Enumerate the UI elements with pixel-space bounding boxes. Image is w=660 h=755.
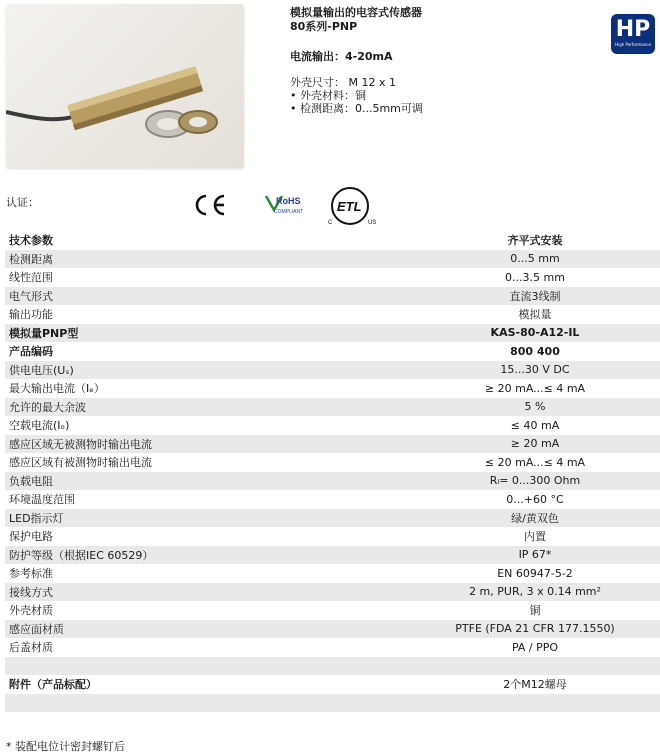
row-value bbox=[406, 694, 660, 713]
product-series: 80系列-PNP bbox=[290, 20, 358, 33]
table-row bbox=[5, 490, 660, 509]
row-value: 800 400 bbox=[510, 344, 560, 358]
row-label: 外壳材质 bbox=[9, 604, 53, 618]
row-label: 保护电路 bbox=[9, 530, 53, 544]
row-label: 技术参数 bbox=[9, 234, 53, 248]
row-label: 产品编码 bbox=[9, 345, 53, 359]
product-title: 模拟量输出的电容式传感器 bbox=[290, 6, 422, 19]
row-value: ≤ 40 mA bbox=[510, 418, 560, 432]
row-value: ≥ 20 mA...≤ 4 mA bbox=[484, 381, 586, 395]
row-value: KAS-80-A12-IL bbox=[406, 324, 660, 343]
etl-sub-right: US bbox=[368, 220, 377, 226]
table-row bbox=[5, 361, 660, 380]
row-value: 模拟量 bbox=[518, 308, 552, 322]
table-row bbox=[5, 305, 660, 324]
table-row bbox=[5, 657, 660, 676]
row-value: ≥ 20 mA bbox=[406, 435, 660, 454]
row-label: 负载电阻 bbox=[5, 472, 406, 491]
table-row bbox=[5, 564, 660, 583]
hp-logo-text: HP bbox=[615, 17, 651, 42]
row-label: 环境温度范围 bbox=[9, 493, 75, 507]
ce-mark-icon bbox=[192, 192, 228, 218]
row-value: Rₗ= 0...300 Ohm bbox=[406, 472, 660, 491]
row-label: 允许的最大余波 bbox=[5, 398, 406, 417]
table-row bbox=[5, 675, 660, 694]
rohs-icon bbox=[262, 194, 312, 218]
output-type: 电流输出：4-20mA bbox=[290, 50, 393, 63]
row-value: 铜 bbox=[529, 604, 541, 618]
table-row bbox=[5, 342, 660, 361]
row-value bbox=[406, 657, 660, 676]
product-header bbox=[290, 6, 590, 115]
table-row bbox=[5, 509, 660, 528]
row-value: 绿/黄双色 bbox=[406, 509, 660, 528]
row-label: 电气形式 bbox=[5, 287, 406, 306]
table-row bbox=[5, 324, 660, 343]
table-row bbox=[5, 379, 660, 398]
row-label: 感应面材质 bbox=[5, 620, 406, 639]
row-value: 0...3.5 mm bbox=[505, 270, 565, 284]
row-label bbox=[5, 694, 406, 713]
spec-housing-size: 外壳尺寸： M 12 x 1 bbox=[290, 76, 396, 89]
row-label: 供电电压(Uₛ) bbox=[5, 361, 406, 380]
spec-table bbox=[5, 231, 660, 712]
rohs-text: RoHS bbox=[276, 196, 301, 206]
table-row bbox=[5, 472, 660, 491]
row-label: 空载电流(Iₒ) bbox=[9, 419, 70, 433]
row-label bbox=[5, 657, 406, 676]
row-value: 2 m, PUR, 3 x 0.14 mm² bbox=[406, 583, 660, 602]
spec-summary bbox=[290, 76, 590, 115]
row-label: 附件（产品标配） bbox=[9, 678, 97, 692]
rohs-sub: COMPLIANT bbox=[274, 209, 304, 215]
table-row bbox=[5, 287, 660, 306]
row-label: LED指示灯 bbox=[5, 509, 406, 528]
row-label: 防护等级（根据IEC 60529） bbox=[5, 546, 406, 565]
table-row bbox=[5, 231, 660, 250]
row-label: 后盖材质 bbox=[9, 641, 53, 655]
row-value: 2个M12螺母 bbox=[503, 678, 567, 692]
table-row bbox=[5, 583, 660, 602]
hp-logo-tagline: High Performance bbox=[615, 42, 651, 47]
table-row bbox=[5, 694, 660, 713]
table-row bbox=[5, 638, 660, 657]
etl-sub-left: C bbox=[328, 220, 333, 226]
etl-text: ETL bbox=[337, 199, 362, 214]
row-label: 参考标准 bbox=[9, 567, 53, 581]
row-label: 感应区域无被测物时输出电流 bbox=[5, 435, 406, 454]
row-value: ≤ 20 mA...≤ 4 mA bbox=[484, 455, 586, 469]
row-value: PTFE (FDA 21 CFR 177.1550) bbox=[406, 620, 660, 639]
row-value: 15...30 V DC bbox=[406, 361, 660, 380]
row-label: 接线方式 bbox=[5, 583, 406, 602]
table-row bbox=[5, 250, 660, 269]
row-value: 内置 bbox=[524, 530, 546, 544]
hp-logo bbox=[611, 14, 655, 54]
row-label: 模拟量PNP型 bbox=[5, 324, 406, 343]
table-row bbox=[5, 398, 660, 417]
table-row bbox=[5, 453, 660, 472]
row-value: 直流3线制 bbox=[406, 287, 660, 306]
row-value: 5 % bbox=[406, 398, 660, 417]
row-label: 检测距离 bbox=[5, 250, 406, 269]
row-value: 齐平式安装 bbox=[507, 234, 563, 248]
spec-housing-material: • 外壳材料：铜 bbox=[290, 89, 366, 102]
table-row bbox=[5, 620, 660, 639]
sensor-image bbox=[6, 4, 244, 168]
footnote: * 装配电位计密封螺钉后 bbox=[6, 740, 125, 753]
row-label: 线性范围 bbox=[9, 271, 53, 285]
row-value: EN 60947-5-2 bbox=[497, 566, 573, 580]
product-photo bbox=[6, 4, 244, 168]
row-value: 0...5 mm bbox=[406, 250, 660, 269]
row-label: 输出功能 bbox=[9, 308, 53, 322]
table-row bbox=[5, 601, 660, 620]
table-row bbox=[5, 527, 660, 546]
certification-label: 认证： bbox=[6, 196, 39, 209]
table-row bbox=[5, 416, 660, 435]
row-value: PA / PPO bbox=[511, 640, 559, 654]
table-row bbox=[5, 435, 660, 454]
row-value: 0...+60 °C bbox=[506, 492, 564, 506]
row-label: 最大输出电流（Iₑ） bbox=[9, 382, 105, 396]
table-row bbox=[5, 268, 660, 287]
table-row bbox=[5, 546, 660, 565]
row-value: IP 67* bbox=[406, 546, 660, 565]
etl-icon bbox=[328, 184, 380, 228]
spec-sensing-distance: • 检测距离：0...5mm可调 bbox=[290, 102, 423, 115]
row-label: 感应区域有被测物时输出电流 bbox=[9, 456, 152, 470]
